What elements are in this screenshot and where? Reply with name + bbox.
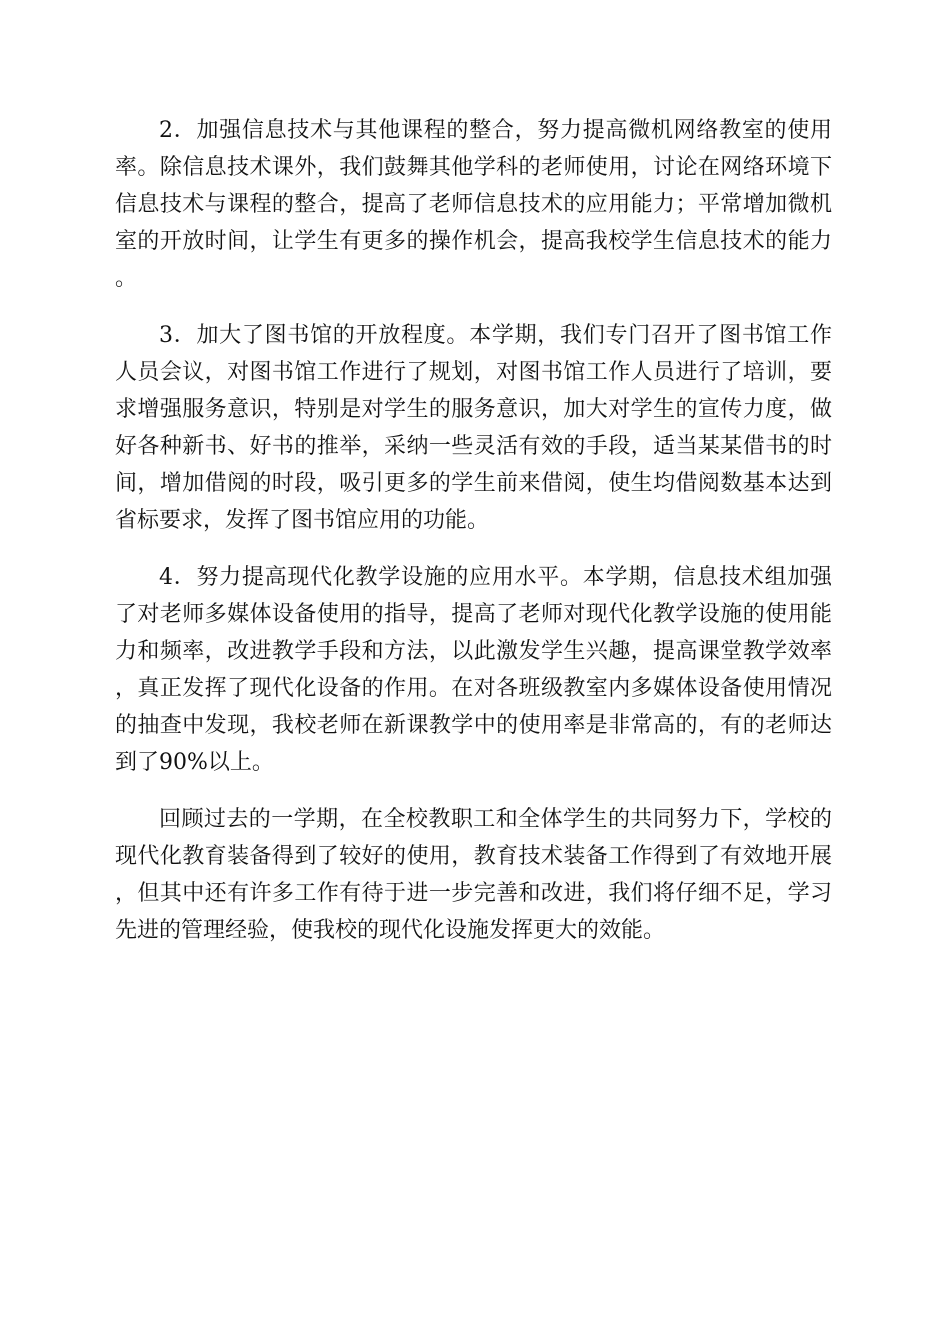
paragraph-computer-lab: 2．加强信息技术与其他课程的整合，努力提高微机网络教室的使用率。除信息技术课外，我们鼓舞其他学科的老师使用，讨论在网络环境下信息技术与课程的整合，提高了老师信息技术的应用能力；平常增加微机室的开放时间，让学生有更多的操作机会，提高我校学生信息技术的能力。 bbox=[115, 118, 832, 291]
paragraph-library: 3．加大了图书馆的开放程度。本学期，我们专门召开了图书馆工作人员会议，对图书馆工作进行了规划，对图书馆工作人员进行了培训，要求增强服务意识，特别是对学生的服务意识，加大对学生的宣传力度，做好各种新书、好书的推举，采纳一些灵活有效的手段，适当某某借书的时间，增加借阅的时段，吸引更多的学生前来借阅，使生均借阅数基本达到省标要求，发挥了图书馆应用的功能。 bbox=[115, 323, 832, 533]
document-page bbox=[115, 112, 832, 969]
paragraph-multimedia: 4．努力提高现代化教学设施的应用水平。本学期，信息技术组加强了对老师多媒体设备使用的指导，提高了老师对现代化教学设施的使用能力和频率，改进教学手段和方法，以此激发学生兴趣，提高课堂教学效率，真正发挥了现代化设备的作用。在对各班级教室内多媒体设备使用情况的抽查中发现，我校老师在新课教学中的使用率是非常高的，有的老师达到了90%以上。 bbox=[115, 565, 832, 775]
paragraph-summary: 回顾过去的一学期，在全校教职工和全体学生的共同努力下，学校的现代化教育装备得到了较好的使用，教育技术装备工作得到了有效地开展，但其中还有许多工作有待于进一步完善和改进，我们将仔细不足，学习先进的管理经验，使我校的现代化设施发挥更大的效能。 bbox=[115, 807, 832, 943]
